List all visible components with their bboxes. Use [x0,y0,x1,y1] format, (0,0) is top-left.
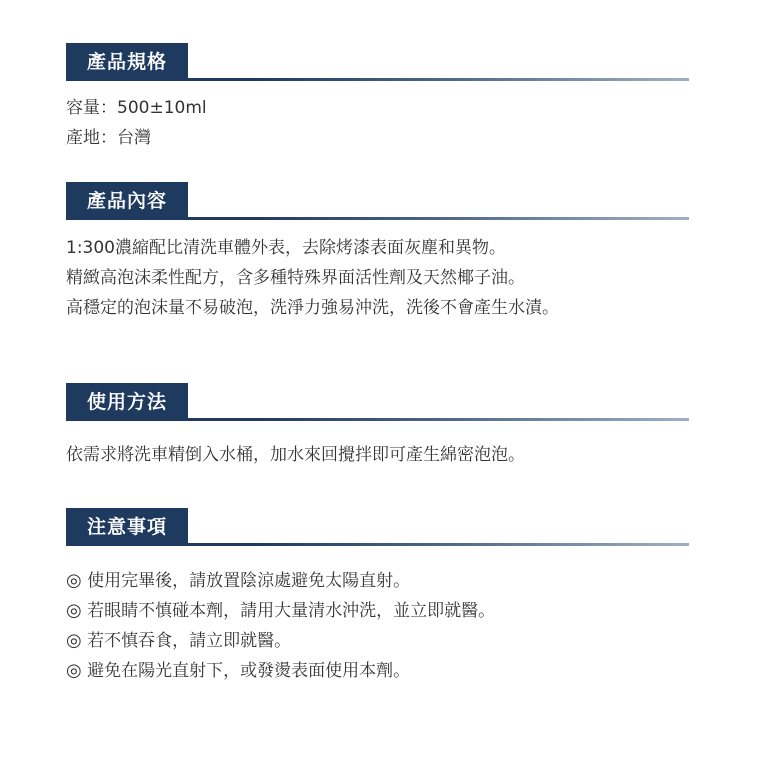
notes-item-text: 使用完畢後，請放置陰涼處避免太陽直射。 [87,571,411,591]
spec-capacity: 容量：500±10ml [66,98,207,118]
content-divider [66,217,689,220]
content-line: 精緻高泡沫柔性配方，含多種特殊界面活性劑及天然椰子油。 [66,268,525,288]
spec-origin: 產地：台灣 [66,128,151,148]
usage-header [66,383,689,421]
content-lines [66,233,559,323]
notes-divider [66,543,689,546]
content-title: 產品內容 [66,182,188,220]
usage-section [66,383,689,465]
notes-item-text: 避免在陽光直射下，或發燙表面使用本劑。 [87,661,411,681]
notes-item [66,566,495,596]
bullet-icon: ◎ [66,570,82,591]
usage-line: 依需求將洗車精倒入水桶，加水來回攪拌即可產生綿密泡泡。 [66,445,525,465]
notes-section [66,508,689,681]
usage-title: 使用方法 [66,383,188,421]
bullet-icon: ◎ [66,600,82,621]
content-line: 高穩定的泡沫量不易破泡，洗淨力強易沖洗，洗後不會產生水漬。 [66,298,559,318]
notes-item-text: 若不慎吞食，請立即就醫。 [87,631,292,651]
notes-header [66,508,689,546]
content-header [66,182,689,220]
content-section [66,182,689,318]
notes-item [66,596,495,626]
notes-item [66,626,495,656]
usage-lines [66,440,525,470]
spec-divider [66,78,689,81]
spec-lines [66,93,207,153]
content-line: 1:300濃縮配比清洗車體外表，去除烤漆表面灰塵和異物。 [66,238,506,258]
spec-title: 產品規格 [66,43,188,81]
notes-item-text: 若眼睛不慎碰本劑，請用大量清水沖洗，並立即就醫。 [87,601,496,621]
notes-title: 注意事項 [66,508,188,546]
usage-divider [66,418,689,421]
bullet-icon: ◎ [66,630,82,651]
spec-section [66,43,689,148]
bullet-icon: ◎ [66,660,82,681]
notes-lines [66,566,495,686]
spec-header [66,43,689,81]
notes-item [66,656,495,686]
